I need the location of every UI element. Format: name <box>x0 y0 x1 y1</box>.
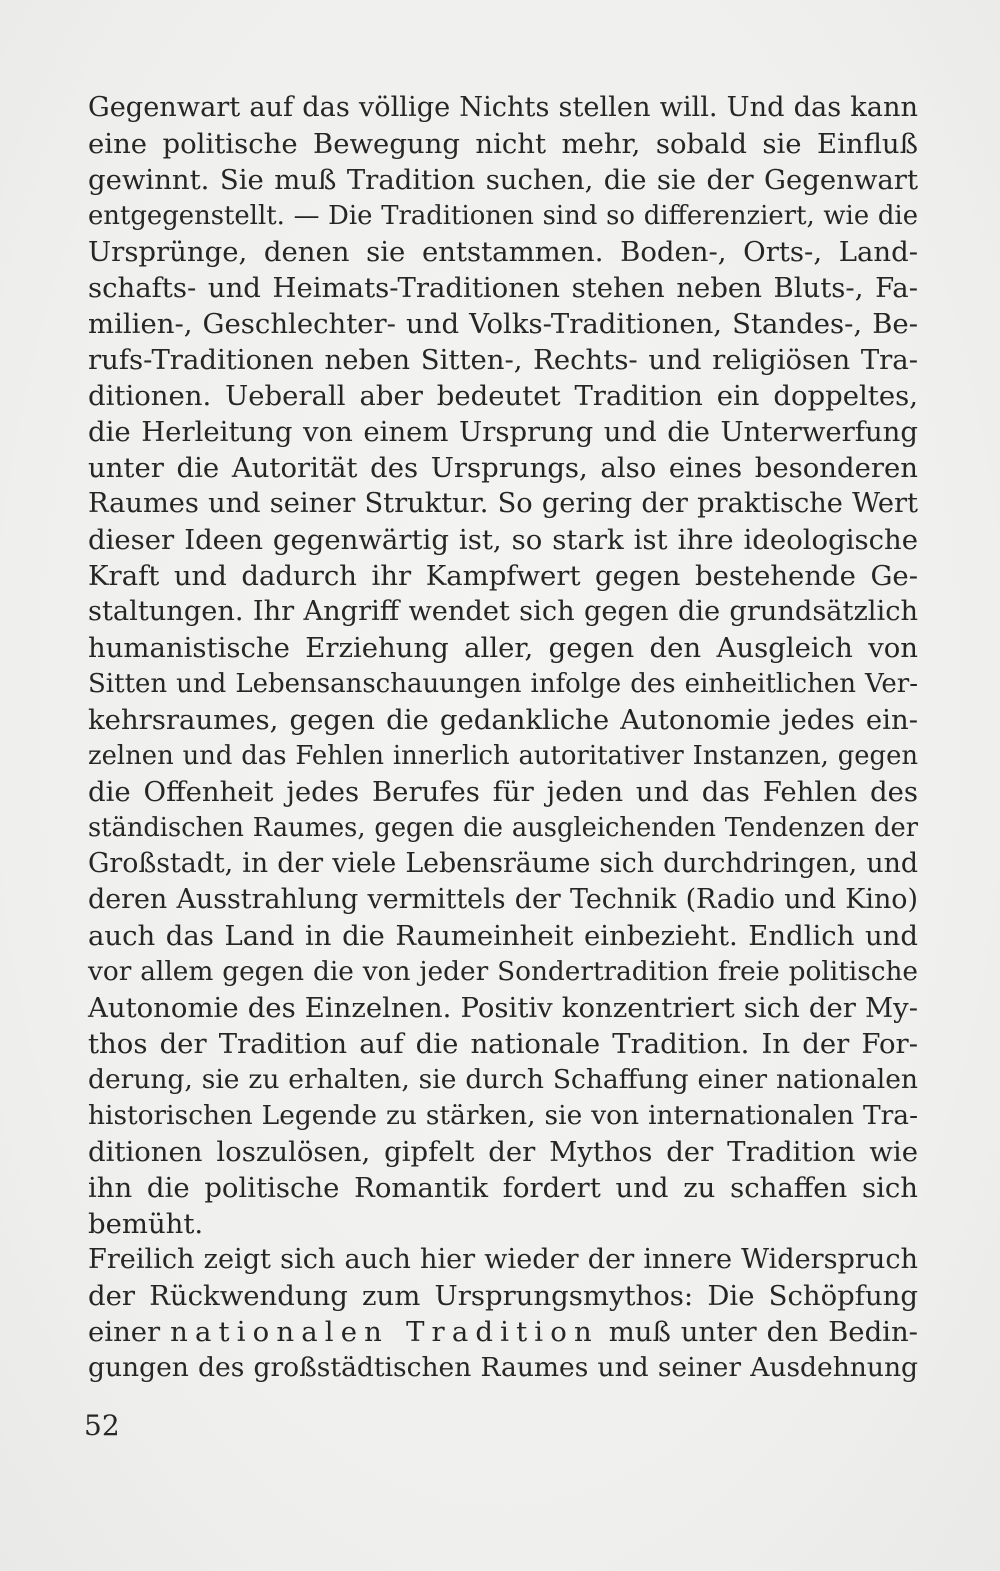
paragraph-end-line: bemüht. <box>88 1208 204 1240</box>
text-line: humanistische Erziehung aller, gegen den Ausgleich von <box>88 632 918 664</box>
text-line: ihn die politische Romantik fordert und zu schaffen sich <box>88 1172 918 1204</box>
text-line: ditionen. Ueberall aber bedeutet Tradition ein doppeltes, <box>88 380 918 412</box>
text-line: Sitten und Lebensanschauungen infolge des einheitlichen Ver- <box>88 669 918 699</box>
text-line: Gegenwart auf das völlige Nichts stellen will. Und das kann <box>88 92 918 123</box>
text-line: gungen des großstädtischen Raumes und seiner Ausdehnung <box>88 1352 918 1383</box>
text-line: schafts- und Heimats-Traditionen stehen neben Bluts-, Fa- <box>88 272 918 304</box>
text-line: Kraft und dadurch ihr Kampfwert gegen bestehende Ge- <box>88 560 918 592</box>
text-line: Ursprünge, denen sie entstammen. Boden-, Orts-, Land- <box>88 236 918 268</box>
body-text <box>88 90 918 1386</box>
text-line: gewinnt. Sie muß Tradition suchen, die sie der Gegenwart <box>88 164 918 196</box>
text-line: auch das Land in die Raumeinheit einbezieht. Endlich und <box>88 920 918 952</box>
text-line: rufs-Traditionen neben Sitten-, Rechts- und religiösen Tra- <box>88 344 918 376</box>
text-line: die Herleitung von einem Ursprung und die Unterwerfung <box>88 416 918 448</box>
text-line: deren Ausstrahlung vermittels der Technik (Radio und Kino) <box>88 884 918 915</box>
text-line: ständischen Raumes, gegen die ausgleichenden Tendenzen der <box>88 813 918 843</box>
text-line: Freilich zeigt sich auch hier wieder der innere Widerspruch <box>88 1244 918 1275</box>
text-line: historischen Legende zu stärken, sie von internationalen Tra- <box>88 1100 918 1131</box>
text-line: kehrsraumes, gegen die gedankliche Autonomie jedes ein- <box>88 704 918 736</box>
text-line: dieser Ideen gegenwärtig ist, so stark ist ihre ideologische <box>88 524 918 556</box>
text-line-emphasis <box>88 1314 918 1350</box>
text-line: Raumes und seiner Struktur. So gering der praktische Wert <box>88 488 918 519</box>
text-line: Autonomie des Einzelnen. Positiv konzentriert sich der My- <box>88 992 918 1024</box>
text-line: die Offenheit jedes Berufes für jeden und das Fehlen des <box>88 776 918 808</box>
text-fragment: muß unter den Bedin- <box>598 1316 918 1348</box>
text-line: thos der Tradition auf die nationale Tradition. In der For- <box>88 1028 918 1060</box>
text-line: vor allem gegen die von jeder Sondertradition freie politische <box>88 957 918 987</box>
text-line: ditionen loszulösen, gipfelt der Mythos der Tradition wie <box>88 1136 918 1168</box>
letterspaced-emphasis: nationalen Tradition <box>170 1316 599 1348</box>
text-fragment: einer <box>88 1316 171 1348</box>
text-line: milien-, Geschlechter- und Volks-Traditionen, Standes-, Be- <box>88 308 918 340</box>
text-line: derung, sie zu erhalten, sie durch Schaffung einer nationalen <box>88 1064 918 1095</box>
text-line: der Rückwendung zum Ursprungsmythos: Die Schöpfung <box>88 1280 918 1312</box>
text-line: unter die Autorität des Ursprungs, also eines besonderen <box>88 452 918 484</box>
text-line: zelnen und das Fehlen innerlich autoritativer Instanzen, gegen <box>88 741 918 771</box>
text-line: staltungen. Ihr Angriff wendet sich gegen die grundsätzlich <box>88 596 918 627</box>
text-line: eine politische Bewegung nicht mehr, sobald sie Einfluß <box>88 128 918 160</box>
page-number: 52 <box>84 1409 120 1442</box>
text-line: Großstadt, in der viele Lebensräume sich durchdringen, und <box>88 848 918 879</box>
text-line: entgegenstellt. — Die Traditionen sind so differenziert, wie die <box>88 201 918 231</box>
